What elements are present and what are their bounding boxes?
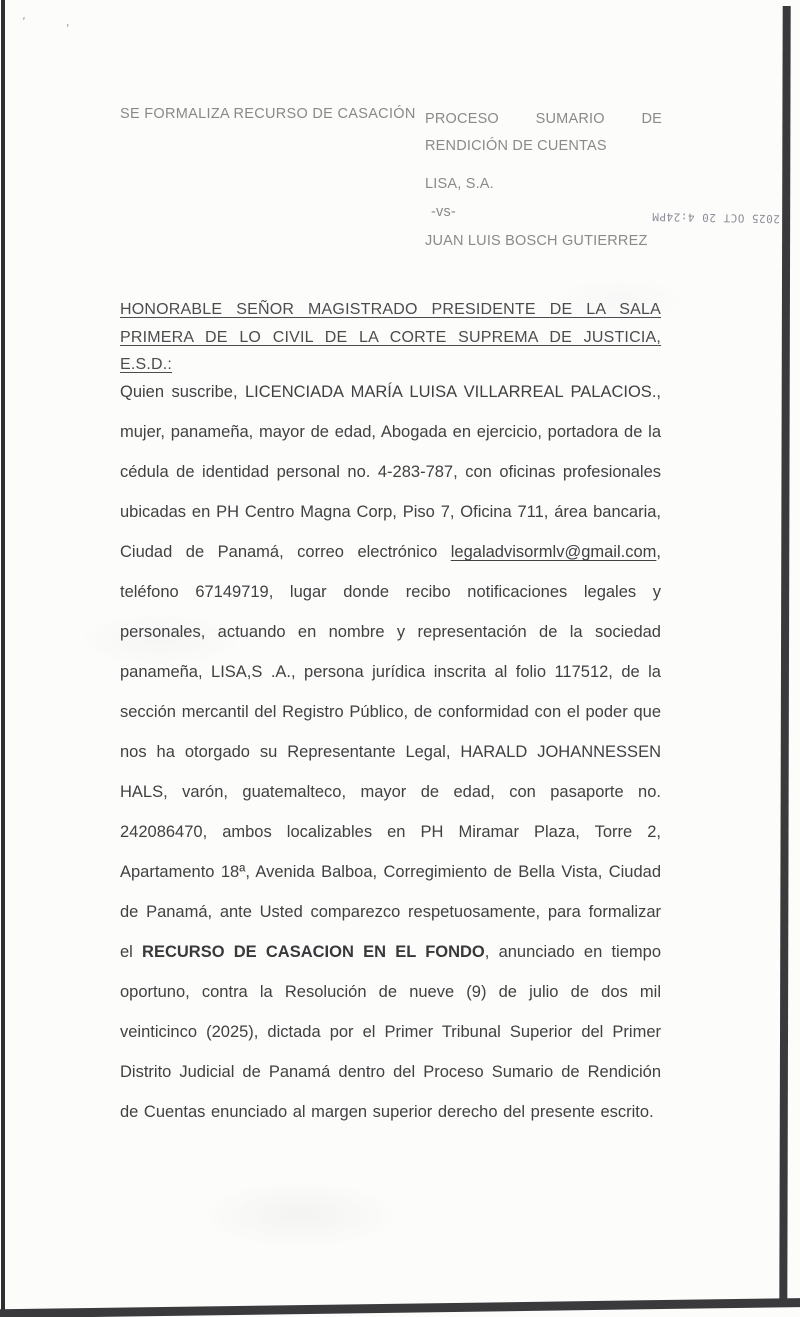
body-part-1: Quien suscribe, LICENCIADA MARÍA LUISA VILLARREAL PALACIOS., mujer, panameña, mayor de edad, Abogada en ejercicio, portadora de la cédula de identidad personal no. 4-283-787, con oficinas profesionales ubicadas en PH Centro Magna Corp, Piso 7, Oficina 711, área bancaria, Ciudad de Panamá, correo electrónico [120,383,661,561]
email-address: legaladvisormlv@gmail.com [450,543,657,561]
bold-phrase-recurso: RECURSO DE CASACION EN EL FONDO [142,943,485,961]
body-part-2: , teléfono 67149719, lugar donde recibo notificaciones legales y personales, actuando en nombre y representación de la sociedad panameña, LISA,S .A., persona jurídica inscrita al folio 117512, de la sección mercantil del Registro Público, de conformidad con el poder que nos ha otorgado su Representante Legal, HARALD JOHANNESSEN HALS, varón, guatemalteco, mayor de edad, con pasaporte no. 242086470, ambos localizables en PH Miramar Plaza, Torre 2, Apartamento 18ª, Avenida Balboa, Corregimiento de Bella Vista, Ciudad de Panamá, ante Usted comparezco respetuosamente, para formalizar el [120,543,661,961]
defendant-name: JUAN LUIS BOSCH GUTIERREZ [425,233,648,249]
versus-label: -vs- [431,204,456,220]
case-type-line2: RENDICIÓN DE CUENTAS [425,138,607,154]
case-type-line1: PROCESO SUMARIO DE [425,111,662,127]
salutation-line-3: E.S.D.: [120,356,173,373]
salutation-heading [120,296,661,379]
salutation-line-2: PRIMERA DE LO CIVIL DE LA CORTE SUPREMA DE JUSTICIA, [120,328,661,346]
scan-edge-bottom [0,1298,800,1317]
case-caption [425,106,662,255]
received-date-stamp: 2025 OCT 20 4:24PM [651,210,781,226]
scan-speck: ' [64,20,70,37]
scan-speck: ' [20,13,27,30]
scan-edge-right [779,6,790,1306]
body-paragraph [120,372,661,1132]
body-part-3: , anunciado en tiempo oportuno, contra la Resolución de nueve (9) de julio de dos mil veinticinco (2025), dictada por el Primer Tribunal Superior del Primer Distrito Judicial de Panamá dentro del Proceso Sumario de Rendición de Cuentas enunciado al margen superior derecho del presente escrito. [120,943,661,1121]
filing-title: SE FORMALIZA RECURSO DE CASACIÓN [120,106,416,122]
salutation-line-1: HONORABLE SEÑOR MAGISTRADO PRESIDENTE DE LA SALA [120,301,661,318]
scan-edge-left [1,0,5,1317]
plaintiff-name: LISA, S.A. [425,176,494,192]
